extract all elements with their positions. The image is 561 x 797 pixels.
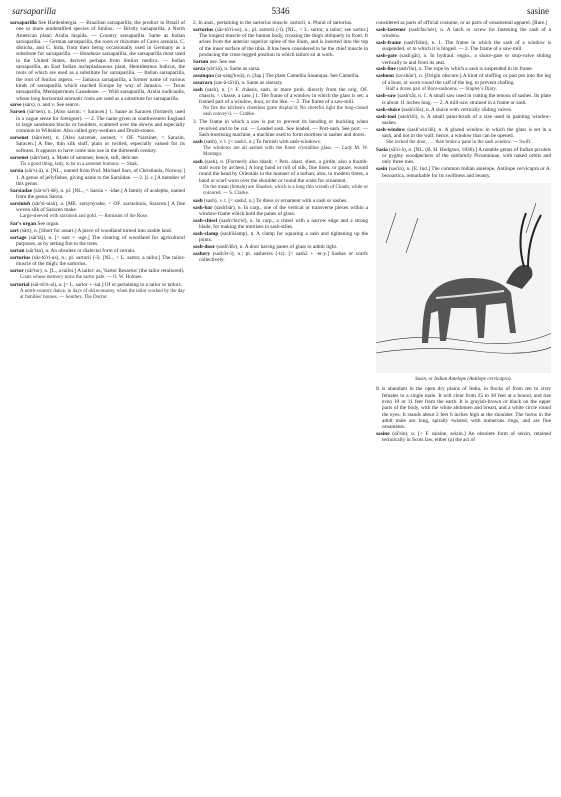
entry-definition: (särt), n. [Short for assart.] A piece of woodland turned into arable land. <box>20 228 172 235</box>
entry-headword: sartorius <box>193 26 214 33</box>
entry-headword: sash-frame <box>376 40 402 47</box>
quotation: Half a dozen pair of Boot-sashoons. — Stapley's Diary. <box>386 86 497 92</box>
dictionary-entry <box>193 80 368 86</box>
dictionary-entry <box>376 107 551 113</box>
dictionary-entry <box>376 66 551 72</box>
entry-definition: (sash'win'dō), n. A glazed window in which the glass is set in a sash, and not in the wall; hence, a window that can be opened. <box>382 126 551 139</box>
dictionary-entry <box>193 218 368 231</box>
dictionary-entry <box>193 27 368 58</box>
entry-headword: sarse <box>10 102 22 109</box>
entry-definition: (sash'fas'nėr), n. A latch or screw for fastening the sash of a window. <box>382 26 551 40</box>
dictionary-entry <box>193 159 368 184</box>
entry-headword: sash-fastener <box>376 26 406 33</box>
entry-definition: (sā'si-ä), n. [NL. (B. H. Hodgson, 1836).] A notable genus of Indian piculets or pygmy woodpeckers of the subfamily Picumninae, with naked orbits and only three toes. <box>382 146 551 166</box>
dictionary-entry <box>193 231 368 244</box>
entry-definition: (särs'net), n. [Also sarcenet, sarsnet; < OF. *sarzinet, < Sarazin, Saracen.] A fine, thin silk stuff, plain or twilled, especially valued for its softness. It appears to have come into use in the thirteenth century. <box>16 135 185 154</box>
entry-definition: (särs'net), a. Made of sarsenet; hence, soft, delicate. <box>29 154 140 161</box>
entry-definition: use. See use. <box>209 58 237 65</box>
entry-headword: sash-tool <box>376 113 397 120</box>
entry-headword: sash <box>193 158 203 165</box>
entry-headword: sarsaparilla <box>10 20 37 26</box>
column-3 <box>376 20 551 790</box>
header-right-guideword: sasine <box>527 6 549 16</box>
entry-definition: (sash'ėr-i), n.; pl. sasheries (-iz). [< sash2 + -er-y.] Sashes or scarfs collectively. <box>199 251 368 264</box>
entry-definition: (sash'sâ), n. 1. A small saw used in cutting the tenons of sashes. Its plate is about 11 inches long. — 2. A mill-saw strained in a frame or sash. <box>382 93 551 106</box>
entry-definition: (sär'si-ä), n. [NL., named from Prof. Michael Sars, of Christiania, Norway.] 1. A genus of jellyfishes, giving name to the Sarsiidae. — 2. [l. c.] A member of this genus. <box>16 168 185 187</box>
entry-headword: sasin <box>376 166 388 173</box>
entry-headword: sash <box>193 86 203 93</box>
entry-definition: (sa-sang'kwä), n. [Jap.] The plant Camellia Sasanqua. See Camellia. <box>215 72 360 79</box>
entry-headword: sash <box>193 138 203 145</box>
entry-headword: sash-clamp <box>193 231 219 237</box>
dictionary-entry <box>376 93 551 106</box>
page-header <box>10 4 551 20</box>
entry-definition: (sär'tāj), n. [< sart + -age.] The clearing of woodland for agricultural purposes, as by setting fire to the trees. <box>16 234 185 248</box>
dictionary-entry <box>10 221 185 227</box>
dictionary-entry <box>376 114 551 127</box>
dictionary-entry <box>193 119 368 138</box>
dictionary-entry <box>193 59 368 65</box>
entry-headword: sashery <box>193 251 211 258</box>
dictionary-entry <box>376 386 551 430</box>
entry-headword: sarsia <box>10 168 24 175</box>
entry-headword: sash-line <box>376 66 396 73</box>
entry-headword: sarsinish <box>10 201 31 208</box>
entry-headword: Sar's organ <box>10 221 37 228</box>
dictionary-entry <box>193 251 368 264</box>
header-left-guideword: sarsaparilla <box>12 6 57 16</box>
quotation: Large-sleeved with sarsinish and gold. — Romaunt of the Rose. <box>20 214 149 220</box>
dictionary-entry <box>193 139 368 145</box>
dictionary-entry <box>10 102 185 108</box>
dictionary-entry <box>193 205 368 218</box>
entry-headword: sash-gate <box>376 53 397 60</box>
quotation: Coats whose memory turns the sartor pale. — O. W. Holmes. <box>20 275 143 281</box>
entry-definition: It is abundant in the open dry plains of India, in flocks of from ten to sixty females to a single male. It will clear from 25 to 30 feet at a bound, and rise even 10 or 11 feet from the earth. It is grayish-brown or black on the upper parts of the body, with the white abdomen and breast, and a white circle round the eyes. It stands about 2 feet 6 inches high at the shoulder. The horns in the adult male are long, spirally twisted, with numerous rings, and are fine ornaments. <box>376 386 551 431</box>
entry-headword: sash-sluice <box>376 106 401 113</box>
text-columns <box>10 20 551 790</box>
dictionary-entry <box>193 73 368 79</box>
dictionary-entry <box>376 27 551 40</box>
dictionary-entry <box>376 127 551 140</box>
dictionary-entry <box>10 135 185 154</box>
dictionary-entry <box>10 248 185 254</box>
entry-definition: (sash'dōr), n. A door having panes of glass to admit light. <box>216 244 338 251</box>
entry-definition: (sash'bär), n. In carp., one of the vertical or transverse pieces within a window-frame which hold the panes of glass. <box>199 204 368 217</box>
dictionary-entry <box>376 147 551 166</box>
dictionary-entry <box>193 87 368 106</box>
entry-definition: See Hardenbergia. — Brazilian sarsaparilla, the product in Brazil of one or more unidentified species of Smilax. — Bristly sarsaparilla, a North American plant, Aralia hispida. — Country sarsaparilla. Same as Indian sarsaparilla. — German sarsaparilla, the roots or rhizomes of Carex arenaria, C. disticha, and C. hirta, from their being occasionally used in Germany as a substitute for sarsaparilla. — Honduras sarsaparilla, the sarsaparilla most used in the United States, derived perhaps from Smilax medica. — Indian sarsaparilla, an East Indian asclepiadaceous plant, Hemidesmus Indicus, the roots of which are used as a substitute for sarsaparilla. — Italian sarsaparilla, the root of Smilax aspera. — Jamaica sarsaparilla, a former name of various kinds of sarsaparilla which reached Europe by way of Jamaica. — Texas sarsaparilla, Menispermum Canadense. — Wild sarsaparilla, Aralia nudicaulis, whose long horizontal aromatic roots are used as a substitute for sarsaparilla. <box>16 20 185 102</box>
entry-headword: sarsenet <box>10 135 29 142</box>
dictionary-entry <box>193 20 368 26</box>
entry-headword: sash-chisel <box>193 217 218 224</box>
dictionary-entry <box>376 166 551 179</box>
dictionary-entry <box>10 201 185 214</box>
entry-definition: (sär'tan), n. An obsolete or dialectal form of certain. <box>25 248 136 255</box>
dictionary-entry <box>10 109 185 134</box>
column-2 <box>193 20 368 790</box>
dictionary-entry <box>10 268 185 274</box>
entry-headword: sartan <box>10 248 25 255</box>
entry-definition: (sash'klamp), n. A clamp for squaring a sash and tightening up the joints. <box>199 231 368 244</box>
entry-headword: sartage <box>10 234 27 241</box>
entry-definition: (sas-ä-rä'rä), n. Same as siserary. <box>213 79 284 86</box>
dictionary-entry <box>10 168 185 187</box>
entry-definition: (sash), v. t. [< sash1, n.] To furnish with sash-windows. <box>204 138 322 145</box>
dictionary-entry <box>193 66 368 72</box>
entry-headword: sash-saw <box>376 93 397 100</box>
dictionary-entry <box>10 228 185 234</box>
dictionary-entry <box>10 20 185 102</box>
entry-headword: sartorius <box>10 255 31 261</box>
dictionary-entry <box>10 235 185 248</box>
entry-definition: (sär-tō'ri-us), n.; pl. sartorii (-ī). [NL., < L. sartor, a tailor; see sartor.] The longest muscle of the human body, crossing the thigh obliquely in front. It arises from the anterior superior spine of the ilium, and is inserted into the top of the inner surface of the tibia. It has been considered to be the chief muscle in producing the cross-legged position in which tailors sit at work. <box>199 26 368 59</box>
entry-headword: sartorial <box>10 281 30 288</box>
entry-definition: (sär'zä), n. Same as sarsa. <box>206 65 261 72</box>
column-1 <box>10 20 185 790</box>
entry-headword: sash-window <box>376 126 406 133</box>
quotation: The windows are all sashed with the finest crystalline glass. — Lady M. W. Montagu. <box>203 145 368 157</box>
entry-headword: sartor <box>10 268 24 275</box>
entry-definition: See organ. <box>37 221 60 228</box>
dictionary-entry <box>376 20 551 26</box>
entry-definition: 2. In anat., pertaining to the sartorius muscle. sartorii, n. Plural of sartorius. <box>193 20 353 26</box>
entry-headword: sarsenet <box>10 154 29 161</box>
entry-definition: considered as parts of official costume, or as parts of ornamental apparel. [Rare.] <box>376 20 548 26</box>
quotation: Tis a good thing, lady, to be in a sarsenet humour. — Shak. <box>20 161 139 167</box>
entry-headword: sasanqua <box>193 72 214 79</box>
entry-definition: (sash'töl), n. A small paint-brush of a size used in painting window-sashes. <box>382 113 551 126</box>
quotation: She locked the door, . . . then broke a pane in the sash window. — Swift. <box>386 139 532 145</box>
page-number: 5346 <box>271 6 290 16</box>
quotation: No fire the kitchen's cheerless grate display'd; No cheerful light the long-closed sash convey'd. — Crabbe. <box>203 106 368 118</box>
entry-headword: Sarsen <box>10 109 26 116</box>
entry-definition: (sär'si-nish), a. [ME. sarsynysshe, < OF. sarrasinois, Saracen.] A fine woven silk of Saracen make. <box>16 201 185 214</box>
entry-headword: sash-bar <box>193 204 213 211</box>
entry-definition: (sash'līn), n. The rope by which a sash is suspended in its frame. <box>397 66 534 73</box>
entry-definition: 3. The frame in which a saw is put to prevent its bending or buckling when revolved and to be cut. — Leaded sash. See leaded. — Port-sash. See port. — Sash-mortising machine, a machine used to form mortises in sashes and doors. <box>193 119 368 138</box>
entry-definition: (sash), v. t. [< sash2, n.] To dress or ornament with a sash or sashes. <box>204 197 348 204</box>
entry-headword: sarza <box>193 65 206 72</box>
entry-headword: sash-door <box>193 244 216 251</box>
quotation: A north-country dance, in days of old economy, when the tailor worked by the day at families' houses. — Southey, The Doctor. <box>20 288 185 301</box>
entry-definition: (sa-shōn'), n. [Origin obscure.] A kind of stuffing or pad put into the leg of a boot, or worn round the calf of the leg, to prevent chafing. <box>382 73 551 86</box>
entry-definition: (särs), n. and v. See searce. <box>22 102 80 109</box>
entry-definition: (sär-tō'ri-al), a. [< L. sartor + -ial.] Of or pertaining to a tailor or tailors. <box>30 281 183 288</box>
entry-headword: Sarsiadae <box>10 187 33 194</box>
entry-definition: (sär'sen), n. [Also sarsin; < Saracen.] 1. Same as Saracen (formerly used in a vague sense for foreigner). — 2. The name given in southwestern England to large sandstone blocks or boulders, scattered over the downs and especially common in Wiltshire. Also called grey-wethers and Druid-stones. <box>16 109 185 135</box>
dictionary-entry <box>376 53 551 66</box>
entry-definition: (sär-si'i-dē), n. pl. [NL., < Sarsia + -idae.] A family of acalephs, named from the genus Sarsia. <box>16 187 185 201</box>
entry-headword: sashoon <box>376 73 394 80</box>
entry-definition: (sash'chiz'el), n. In carp., a chisel with a narrow edge and a strong blade, for making the mortises in sash-stiles. <box>199 217 368 231</box>
antelope-illustration <box>376 183 551 373</box>
entry-definition: (sash), n. [Formerly also shash; < Pers. shast, shest, a girdle, also a thumb-stall worn by archers.] A long band or roll of silk, fine linen, or gauze, wound round the head by Orientals in the manner of a turban; also, in modern times, a band or scarf worn over the shoulder or round the waist for ornament. <box>199 158 368 184</box>
dictionary-entry <box>10 255 185 268</box>
entry-definition: (sas'in), n. [E. Ind.] The common Indian antelope, Antilope cervicapra or A. bezoartica, remarkable for its swiftness and beauty. <box>382 166 551 179</box>
dictionary-entry <box>10 282 185 288</box>
dictionary-entry <box>376 431 551 444</box>
dictionary-entry <box>10 155 185 161</box>
dictionary-entry <box>376 40 551 53</box>
entry-headword: sasine <box>376 431 390 438</box>
entry-headword: sart <box>10 228 19 235</box>
entry-definition: (sash'frām), n. 1. The frame in which the sash of a window is suspended, or to which it is hinged. — 2. The frame of a saw-mill. <box>382 40 551 53</box>
dictionary-entry <box>10 188 185 201</box>
figure-caption: Sasin, or Indian Antelope (Antilope cervicapra). <box>415 377 512 383</box>
entry-headword: Sasia <box>376 146 388 153</box>
quotation: On the mean (female) are Shashes, which is a long thin wreath of Cloath, white or coloured. — S. Clarke. <box>203 184 368 196</box>
entry-definition: (sash'gāt), n. In hydraul. engin., a sluice-gate or stop-valve sliding vertically to and from its seat. <box>382 53 551 66</box>
entry-definition: (sash), n. [< F. châssis, sash, or more prob. directly from the orig. OF. chassis; < chasse, a case.] 1. The frame of a window in which the glass is set; a framed part of a window, door, or the like. — 2. The frame of a saw-mill. <box>199 86 368 106</box>
dictionary-entry <box>193 198 368 204</box>
entry-headword: sash <box>193 197 203 204</box>
dictionary-entry <box>376 73 551 86</box>
entry-headword: Sarum <box>193 58 209 65</box>
entry-definition: (sär-tō'ri-us), n.; pl. sartorii (-ī). [NL., < L. sartor, a tailor.] The tailor-muscle of the thigh; the sartorius. <box>16 255 185 268</box>
dictionary-entry <box>193 244 368 250</box>
figure <box>376 183 551 375</box>
entry-headword: sasarara <box>193 79 213 86</box>
entry-definition: (sash'slös), n. A sluice with vertically sliding valves. <box>401 106 513 113</box>
entry-definition: (sär'tor), n. [L., a tailor.] A tailor: as, 'Sartor Resartus' (the tailor retailored). <box>25 268 185 275</box>
entry-definition: (sā'sin), n. [< F. saisine, seizin.] An obsolete form of seizin, retained technically in Scots law, either (a) the act of <box>382 431 551 444</box>
